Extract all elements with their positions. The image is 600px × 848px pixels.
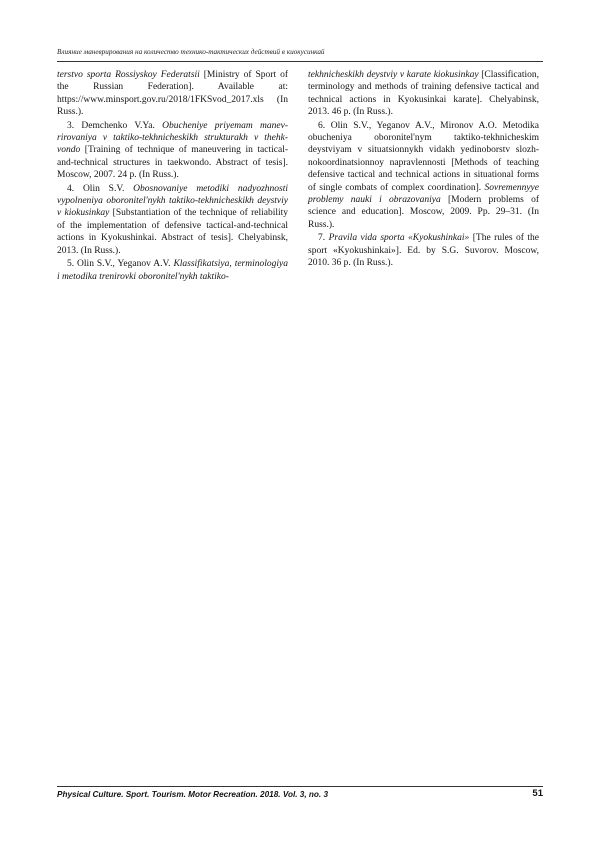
footer-rule [57,786,543,787]
reference-ref-2-cont [57,69,288,119]
reference-text: [Training of technique of maneuvering in tactical-and-technical structures in taekwondo. Abstract of tesis]. Moscow, 2007. 24 p. (In Russ.). [57,145,288,181]
reference-title-italic: Obosnovaniye metodiki nadyozhnosti vypolneniya oboronitel'nykh taktiko-tekhnicheskikh deystviy v kiokusinkay [57,183,288,219]
reference-text: [Substantiation of the technique of reliability of the implementation of defensive tactical-and-technical actions in Kyokushinkai. Abstract of tesis]. Chelyabinsk, 2013. (In Russ.). [57,208,289,256]
reference-text: 4. Olin S.V. [67,183,134,194]
header-rule [57,61,543,62]
reference-ref-5-cont [308,69,539,119]
reference-text: [The rules of the sport «Kyokushinkai»]. Ed. by S.G. Suvorov. Moscow, 2010. 36 p. (In Russ.). [308,233,539,269]
reference-text: [Modern problems of science and education]. Moscow, 2009. Pp. 29–31. (In Russ.). [308,195,539,230]
running-title: Влияние маневрирования на количество технико-тактических действий в киокусинкай [57,48,325,56]
reference-text: [Ministry of Sport of the Russian Federation]. Available at: https://www.minsport.gov.ru/2018/1FKSvod_2017.xls (In Russ.). [57,70,288,118]
reference-title-italic: Klassifikatsiya, terminologiya i metodika trenirovki oboronitel'nykh taktiko- [57,259,288,282]
reference-text: 3. Demchenko V.Ya. [67,120,163,131]
reference-title-italic: terstvo sporta Rossiyskoy Federatsii [57,70,200,80]
page-number: 51 [532,788,543,799]
reference-ref-4 [57,183,288,257]
reference-ref-3 [57,120,288,182]
reference-text: [Classification, terminology and methods of training defensive tactical and technical actions in Kyokusinkai karate]. Chelyabinsk, 2013. 46 p. (In Russ.). [308,70,540,118]
references-left-column [57,69,288,284]
reference-title-italic: tekhnicheskikh deystviy v karate kiokusinkay [308,70,479,80]
reference-text: 5. Olin S.V., Yeganov A.V. [67,259,174,270]
reference-ref-5 [57,258,288,283]
reference-title-italic: Sovremennyye problemy nauki i obrazovaniya [308,182,539,206]
footer-journal-citation: Physical Culture. Sport. Tourism. Motor Recreation. 2018. Vol. 3, no. 3 [57,790,329,799]
reference-text: 6. Olin S.V., Yeganov A.V., Mironov A.O. Metodika obucheniya oboronitel'nym taktiko-tekhnicheskim deystviyam v situatsionnykh vidakh yedinoborstv slozhnokoordinatsionnoy napravlennosti [Methods of teaching defensive tactical and technical actions in situational forms of single combats of complex coordination]. [308,120,539,193]
reference-title-italic: Pravila vida sporta «Kyokushinkai» [328,233,470,244]
reference-title-italic: Obucheniye priyemam manevrirovaniya v taktiko-tekhnicheskikh strukturakh v thehkvondo [57,120,288,156]
references-right-column [308,69,539,271]
reference-ref-7 [308,232,539,269]
reference-text: 7. [318,233,329,244]
reference-ref-6 [308,120,539,232]
